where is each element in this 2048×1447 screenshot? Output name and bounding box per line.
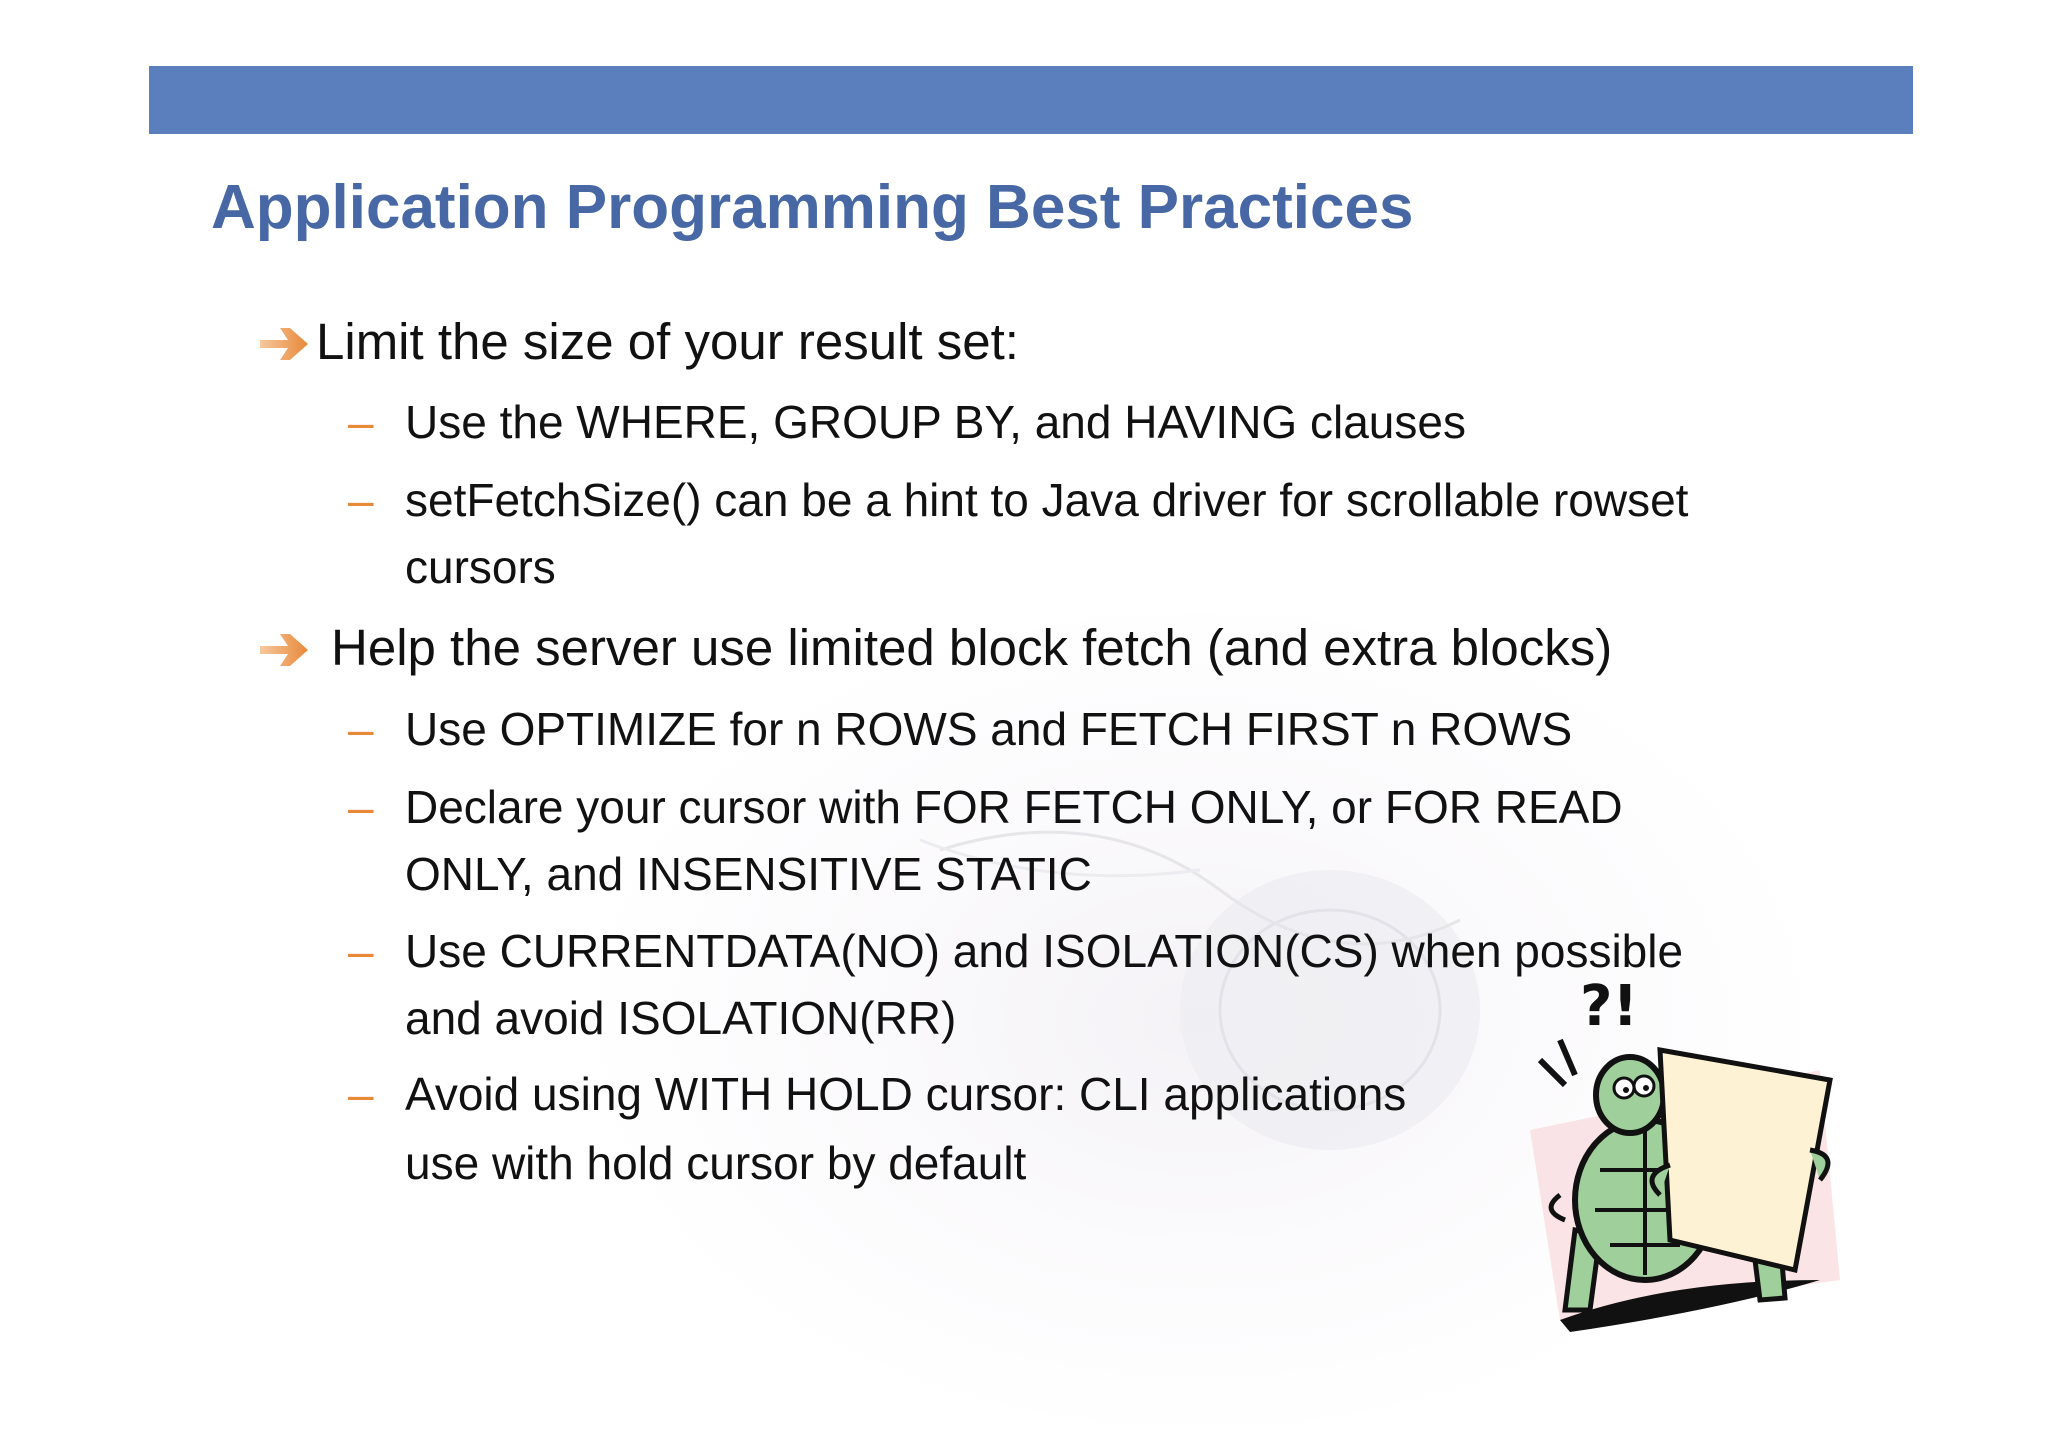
bullet-heading: Limit the size of your result set:: [316, 313, 1019, 370]
dash-bullet: –: [348, 474, 374, 526]
slide-title: Application Programming Best Practices: [211, 173, 1414, 242]
dash-bullet: –: [348, 925, 374, 977]
dash-bullet: –: [348, 396, 374, 448]
header-bar: [149, 66, 1913, 134]
dash-bullet: –: [348, 781, 374, 833]
arrow-bullet-icon: [258, 630, 310, 670]
sub-bullet-line: setFetchSize() can be a hint to Java driver for scrollable rowset: [405, 474, 1689, 526]
bullet-heading: Help the server use limited block fetch (and extra blocks): [331, 619, 1613, 676]
turtle-reading-paper-icon: [1520, 980, 1850, 1350]
arrow-bullet-icon: [258, 324, 310, 364]
sub-bullet-line: Declare your cursor with FOR FETCH ONLY, or FOR READ: [405, 781, 1623, 833]
sub-bullet-line: ONLY, and INSENSITIVE STATIC: [405, 848, 1092, 900]
surprise-text: ?!: [1580, 980, 1639, 1039]
sub-bullet-line: and avoid ISOLATION(RR): [405, 992, 957, 1044]
sub-bullet-line: cursors: [405, 541, 556, 593]
sub-bullet-line: Use CURRENTDATA(NO) and ISOLATION(CS) when possible: [405, 925, 1684, 977]
sub-bullet-line: use with hold cursor by default: [405, 1137, 1027, 1189]
dash-bullet: –: [348, 1068, 374, 1120]
sub-bullet-line: Use OPTIMIZE for n ROWS and FETCH FIRST n ROWS: [405, 703, 1573, 755]
sub-bullet-line: Use the WHERE, GROUP BY, and HAVING clauses: [405, 396, 1466, 448]
sub-bullet-line: Avoid using WITH HOLD cursor: CLI applications: [405, 1068, 1407, 1120]
dash-bullet: –: [348, 703, 374, 755]
